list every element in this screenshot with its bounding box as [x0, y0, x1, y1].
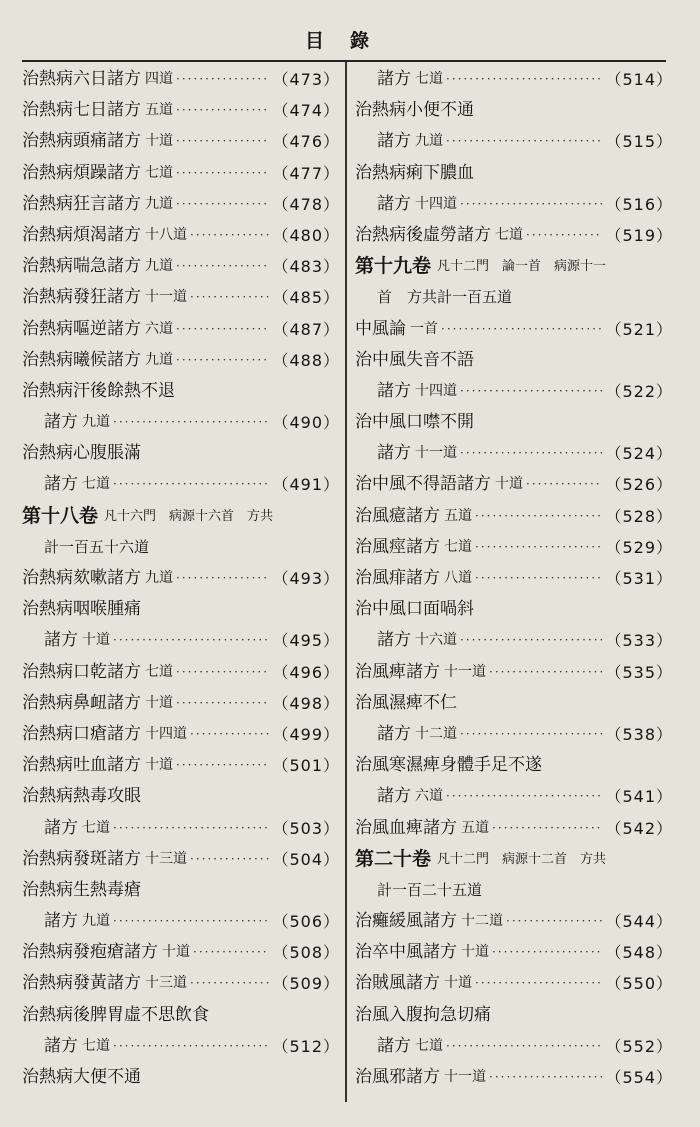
dot-leader — [176, 688, 269, 719]
toc-entry — [22, 469, 340, 500]
entry-page: （526） — [605, 475, 673, 495]
dot-leader — [190, 282, 269, 313]
entry-page: （519） — [605, 225, 673, 245]
entry-count: 十一道 — [444, 663, 486, 680]
entry-count: 十道 — [145, 694, 173, 711]
entry-count: 六道 — [145, 320, 173, 337]
entry-page: （474） — [272, 101, 340, 121]
dot-leader — [176, 126, 269, 157]
entry-title: 治風痱諸方 — [355, 568, 440, 588]
dot-leader — [460, 625, 602, 656]
dot-leader — [176, 251, 269, 282]
page-header-title: 目錄 — [304, 30, 395, 52]
toc-entry-heading — [355, 158, 673, 189]
entry-page: （524） — [605, 444, 673, 464]
toc-entry-heading — [22, 376, 340, 407]
toc-entry — [22, 251, 340, 282]
toc-entry — [22, 937, 340, 968]
volume-number: 第十九卷 — [355, 255, 432, 278]
entry-page: （550） — [605, 974, 673, 994]
dot-leader — [475, 532, 602, 563]
toc-entry-heading — [355, 407, 673, 438]
dot-leader — [176, 750, 269, 781]
entry-page: （509） — [272, 974, 340, 994]
toc-entry — [22, 282, 340, 313]
entry-title: 治風痺諸方 — [355, 661, 440, 682]
entry-count: 十八道 — [145, 226, 187, 243]
entry-page: （485） — [272, 288, 340, 308]
entry-title: 諸方 — [377, 786, 411, 807]
entry-count: 八道 — [444, 570, 472, 586]
entry-page: （521） — [605, 319, 673, 339]
entry-count: 十道 — [145, 133, 173, 150]
volume-info-text: 計一百二十五道 — [377, 880, 483, 899]
toc-entry — [22, 314, 340, 345]
toc-entry — [355, 1062, 673, 1093]
entry-title: 治熱病欬嗽諸方 — [22, 568, 141, 588]
entry-page: （541） — [605, 787, 673, 807]
entry-title: 諸方 — [377, 630, 411, 651]
entry-page: （535） — [605, 662, 673, 682]
entry-page: （538） — [605, 724, 673, 744]
toc-entry — [22, 407, 340, 438]
entry-title: 諸方 — [44, 474, 78, 495]
dot-leader — [176, 657, 269, 688]
toc-entry — [22, 189, 340, 220]
entry-page: （552） — [605, 1036, 673, 1056]
entry-page: （498） — [272, 693, 340, 713]
entry-count: 九道 — [415, 133, 443, 150]
entry-page: （499） — [272, 724, 340, 744]
entry-title: 治熱病小便不通 — [355, 100, 474, 121]
entry-page: （516） — [605, 194, 673, 214]
toc-entry — [355, 64, 673, 95]
entry-count: 七道 — [415, 71, 443, 87]
toc-entry-heading — [355, 750, 673, 781]
toc-entry — [22, 813, 340, 844]
volume-heading — [22, 501, 340, 532]
entry-count: 四道 — [145, 71, 173, 87]
entry-page: （501） — [272, 756, 340, 776]
entry-title: 諸方 — [377, 723, 411, 744]
dot-leader — [475, 968, 602, 999]
entry-page: （476） — [272, 132, 340, 152]
entry-title: 治風邪諸方 — [355, 1067, 440, 1087]
dot-leader — [176, 345, 269, 376]
entry-count: 五道 — [444, 507, 472, 524]
entry-page: （554） — [605, 1068, 673, 1087]
dot-leader — [113, 906, 269, 937]
toc-entry-heading — [22, 781, 340, 812]
entry-title: 治風濕痺不仁 — [355, 692, 457, 713]
left-column — [22, 64, 340, 1093]
entry-page: （483） — [272, 257, 340, 277]
entry-title: 治熱病生熱毒瘡 — [22, 879, 141, 900]
toc-entry-heading — [355, 594, 673, 625]
entry-count: 七道 — [145, 164, 173, 181]
entry-count: 十四道 — [415, 382, 457, 399]
toc-entry — [355, 813, 673, 844]
dot-leader — [176, 563, 269, 594]
entry-count: 九道 — [145, 351, 173, 368]
entry-title: 治熱病熱毒攻眼 — [22, 786, 141, 807]
entry-title: 治熱病煩渴諸方 — [22, 224, 141, 245]
entry-title: 治熱病發狂諸方 — [22, 287, 141, 308]
entry-title: 治熱病後虛勞諸方 — [355, 224, 491, 245]
entry-count: 七道 — [82, 1037, 110, 1054]
entry-title: 治熱病發黃諸方 — [22, 973, 141, 994]
toc-entry — [355, 469, 673, 500]
volume-heading — [355, 251, 673, 282]
toc-entry — [22, 719, 340, 750]
dot-leader — [460, 376, 602, 407]
entry-count: 十三道 — [145, 975, 187, 992]
entry-count: 七道 — [415, 1037, 443, 1054]
volume-info-text: 計一百五十六道 — [44, 537, 150, 556]
entry-count: 六道 — [415, 788, 443, 805]
entry-page: （488） — [272, 350, 340, 370]
dot-leader — [526, 220, 602, 251]
entry-title: 治熱病嘔逆諸方 — [22, 318, 141, 339]
dot-leader — [193, 937, 269, 968]
entry-count: 十道 — [461, 944, 489, 961]
entry-title: 治癱緩風諸方 — [355, 911, 457, 932]
dot-leader — [446, 126, 602, 157]
entry-title: 治卒中風諸方 — [355, 942, 457, 963]
entry-count: 七道 — [495, 226, 523, 243]
entry-count: 十二道 — [461, 913, 503, 930]
entry-count: 九道 — [145, 258, 173, 275]
toc-entry — [22, 625, 340, 656]
entry-count: 十二道 — [415, 725, 457, 742]
entry-title: 諸方 — [44, 911, 78, 932]
entry-title: 治風痙諸方 — [355, 536, 440, 557]
entry-title: 諸方 — [44, 412, 78, 433]
toc-entry — [355, 781, 673, 812]
entry-title: 治熱病口乾諸方 — [22, 661, 141, 682]
dot-leader — [113, 625, 269, 656]
toc-entry — [355, 937, 673, 968]
entry-page: （514） — [605, 70, 673, 89]
entry-title: 諸方 — [377, 380, 411, 401]
entry-title: 諸方 — [44, 1035, 78, 1056]
entry-count: 九道 — [82, 414, 110, 431]
entry-count: 十四道 — [145, 725, 187, 742]
dot-leader — [446, 781, 602, 812]
dot-leader — [176, 189, 269, 220]
entry-title: 治熱病七日諸方 — [22, 100, 141, 121]
toc-entry — [22, 844, 340, 875]
entry-count: 一首 — [410, 320, 438, 337]
entry-title: 治熱病汗後餘熱不退 — [22, 380, 175, 401]
toc-entry — [355, 126, 673, 157]
toc-entry-heading — [22, 875, 340, 906]
dot-leader — [113, 469, 269, 500]
toc-entry — [355, 563, 673, 594]
entry-title: 諸方 — [377, 131, 411, 152]
entry-page: （531） — [605, 569, 673, 588]
entry-count: 十道 — [444, 975, 472, 992]
entry-count: 十道 — [145, 757, 173, 774]
entry-title: 治熱病頭痛諸方 — [22, 131, 141, 152]
toc-entry-heading — [355, 95, 673, 126]
entry-title: 治熱病吐血諸方 — [22, 755, 141, 776]
entry-count: 九道 — [145, 195, 173, 212]
entry-title: 治熱病口瘡諸方 — [22, 723, 141, 744]
entry-title: 諸方 — [377, 193, 411, 214]
entry-title: 治中風口噤不開 — [355, 412, 474, 433]
entry-page: （503） — [272, 818, 340, 838]
toc-entry — [22, 220, 340, 251]
toc-entry — [22, 158, 340, 189]
toc-entry — [355, 1031, 673, 1062]
dot-leader — [489, 1062, 602, 1093]
right-column — [355, 64, 673, 1093]
dot-leader — [176, 314, 269, 345]
toc-entry — [355, 906, 673, 937]
toc-entry-heading — [22, 594, 340, 625]
entry-count: 十道 — [162, 944, 190, 961]
entry-title: 治中風失音不語 — [355, 349, 474, 370]
entry-title: 治熱病大便不通 — [22, 1067, 141, 1087]
entry-title: 治中風口面喎斜 — [355, 599, 474, 620]
dot-leader — [190, 844, 269, 875]
toc-entry — [355, 968, 673, 999]
toc-entry — [22, 64, 340, 95]
toc-entry — [22, 688, 340, 719]
dot-leader — [492, 937, 602, 968]
volume-info-continued — [355, 282, 673, 313]
entry-page: （504） — [272, 849, 340, 869]
toc-entry — [22, 563, 340, 594]
dot-leader — [190, 968, 269, 999]
volume-info: 凡十二門 病源十二首 方共 — [437, 851, 607, 867]
entry-title: 治風癔諸方 — [355, 505, 440, 526]
entry-count: 十道 — [82, 632, 110, 649]
dot-leader — [176, 64, 269, 95]
dot-leader — [446, 1031, 602, 1062]
volume-heading — [355, 844, 673, 875]
entry-count: 十四道 — [415, 195, 457, 212]
entry-count: 十一道 — [444, 1069, 486, 1085]
entry-page: （491） — [272, 475, 340, 495]
volume-info-text: 首 方共計一百五道 — [377, 288, 513, 307]
toc-entry — [22, 968, 340, 999]
entry-title: 治熱病狂言諸方 — [22, 193, 141, 214]
toc-entry-heading — [22, 1062, 340, 1093]
toc-entry — [355, 625, 673, 656]
entry-count: 十六道 — [415, 632, 457, 649]
toc-entry — [355, 501, 673, 532]
dot-leader — [190, 719, 269, 750]
dot-leader — [475, 501, 602, 532]
toc-entry — [22, 1031, 340, 1062]
volume-info-continued — [355, 875, 673, 906]
toc-entry — [355, 314, 673, 345]
dot-leader — [190, 220, 269, 251]
entry-page: （512） — [272, 1036, 340, 1056]
entry-title: 諸方 — [44, 630, 78, 651]
entry-count: 十一道 — [415, 445, 457, 462]
toc-entry — [22, 657, 340, 688]
toc-entry-heading — [355, 345, 673, 376]
toc-entry — [355, 189, 673, 220]
entry-title: 治熱病鼻衄諸方 — [22, 692, 141, 713]
dot-leader — [176, 95, 269, 126]
entry-page: （473） — [272, 70, 340, 89]
entry-page: （495） — [272, 631, 340, 651]
entry-count: 五道 — [145, 102, 173, 119]
entry-title: 治熱病煩躁諸方 — [22, 162, 141, 183]
toc-entry — [22, 750, 340, 781]
entry-count: 五道 — [461, 819, 489, 836]
volume-number: 第十八卷 — [22, 504, 99, 527]
dot-leader — [113, 813, 269, 844]
dot-leader — [475, 563, 602, 594]
entry-page: （506） — [272, 912, 340, 932]
volume-info-continued — [22, 532, 340, 563]
entry-count: 七道 — [82, 476, 110, 493]
header-rule — [22, 60, 666, 62]
dot-leader — [489, 657, 602, 688]
entry-page: （490） — [272, 413, 340, 433]
dot-leader — [460, 719, 602, 750]
entry-title: 治熱病曦候諸方 — [22, 349, 141, 370]
entry-title: 治熱病咽喉腫痛 — [22, 599, 141, 620]
toc-entry — [22, 126, 340, 157]
volume-info: 凡十二門 論一首 病源十一 — [437, 259, 607, 275]
toc-entry — [22, 345, 340, 376]
dot-leader — [446, 64, 602, 95]
entry-page: （478） — [272, 194, 340, 214]
entry-title: 治熱病喘急諸方 — [22, 256, 141, 277]
toc-entry-heading — [22, 438, 340, 469]
entry-count: 九道 — [82, 913, 110, 930]
entry-page: （508） — [272, 943, 340, 963]
entry-page: （480） — [272, 225, 340, 245]
dot-leader — [113, 1031, 269, 1062]
dot-leader — [441, 314, 602, 345]
entry-title: 諸方 — [377, 1035, 411, 1056]
column-divider — [345, 62, 347, 1102]
entry-count: 七道 — [82, 819, 110, 836]
toc-entry — [355, 532, 673, 563]
entry-page: （477） — [272, 163, 340, 183]
dot-leader — [506, 906, 602, 937]
entry-page: （529） — [605, 537, 673, 557]
toc-entry — [355, 220, 673, 251]
entry-title: 中風論 — [355, 318, 406, 339]
entry-page: （544） — [605, 912, 673, 932]
entry-title: 治熱病發斑諸方 — [22, 848, 141, 869]
entry-title: 治熱病發疱瘡諸方 — [22, 942, 158, 963]
entry-title: 治風入腹拘急切痛 — [355, 1004, 491, 1025]
entry-title: 諸方 — [377, 69, 411, 89]
toc-entry — [355, 657, 673, 688]
entry-title: 治風寒濕痺身體手足不遂 — [355, 755, 542, 776]
entry-count: 七道 — [145, 663, 173, 680]
entry-page: （493） — [272, 569, 340, 588]
volume-info: 凡十六門 病源十六首 方共 — [104, 508, 274, 524]
entry-page: （496） — [272, 662, 340, 682]
entry-page: （548） — [605, 943, 673, 963]
dot-leader — [176, 158, 269, 189]
entry-title: 諸方 — [377, 443, 411, 464]
entry-title: 治熱病後脾胃虛不思飲食 — [22, 1004, 209, 1025]
volume-number: 第二十卷 — [355, 847, 432, 870]
toc-entry — [355, 438, 673, 469]
entry-page: （528） — [605, 506, 673, 526]
entry-count: 十三道 — [145, 850, 187, 867]
entry-title: 諸方 — [44, 817, 78, 838]
toc-entry — [355, 719, 673, 750]
entry-count: 九道 — [145, 570, 173, 586]
entry-title: 治熱病心腹脹滿 — [22, 443, 141, 464]
entry-title: 治中風不得語諸方 — [355, 474, 491, 495]
toc-entry — [355, 376, 673, 407]
dot-leader — [526, 469, 602, 500]
entry-page: （487） — [272, 319, 340, 339]
toc-entry — [22, 906, 340, 937]
toc-entry-heading — [355, 1000, 673, 1031]
entry-title: 治熱病痢下膿血 — [355, 162, 474, 183]
entry-page: （533） — [605, 631, 673, 651]
entry-title: 治熱病六日諸方 — [22, 69, 141, 89]
entry-title: 治風血痺諸方 — [355, 817, 457, 838]
entry-count: 十道 — [495, 476, 523, 493]
entry-count: 七道 — [444, 538, 472, 555]
dot-leader — [492, 813, 602, 844]
entry-page: （515） — [605, 132, 673, 152]
dot-leader — [460, 438, 602, 469]
entry-title: 治賊風諸方 — [355, 973, 440, 994]
toc-entry-heading — [22, 1000, 340, 1031]
toc-entry-heading — [355, 688, 673, 719]
entry-page: （542） — [605, 818, 673, 838]
dot-leader — [113, 407, 269, 438]
toc-entry — [22, 95, 340, 126]
entry-count: 十一道 — [145, 289, 187, 306]
entry-page: （522） — [605, 381, 673, 401]
dot-leader — [460, 189, 602, 220]
